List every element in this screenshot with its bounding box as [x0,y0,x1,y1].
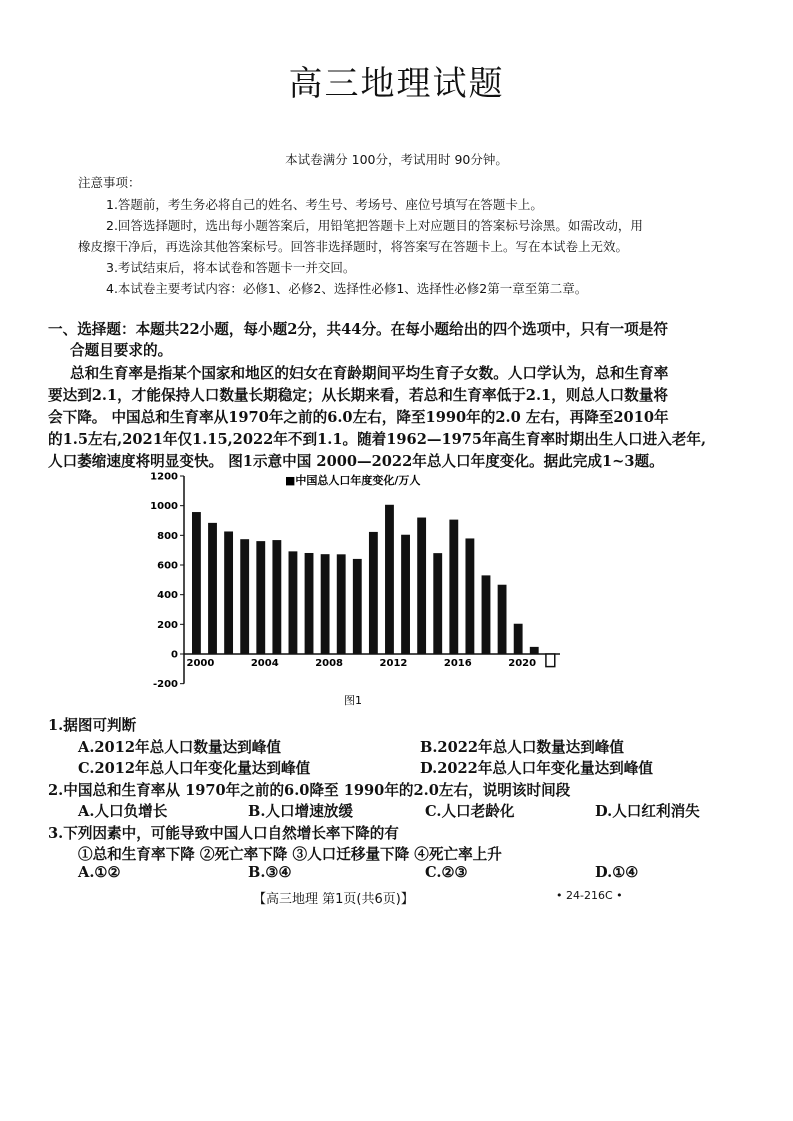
bar [514,624,523,654]
y-tick-label: 400 [157,590,178,602]
page-title: 高三地理试题 [288,64,505,104]
chart-title: ■中国总人口年度变化/万人 [285,474,421,487]
question-stem: 2.中国总和生育率从 1970年之前的6.0降至 1990年的2.0左右，说明该时间段 [48,782,571,799]
option-d: D.2022年总人口年变化量达到峰值 [420,760,653,777]
bar [240,539,249,654]
chart-bars [192,505,555,667]
x-tick-label: 2016 [443,658,472,669]
bar [256,541,265,654]
bar [208,523,217,654]
bar [433,553,442,654]
paper-code: • 24-216C • [556,889,623,902]
exam-info: 本试卷满分 100分，考试用时 90分钟。 [285,152,508,167]
bar [449,520,458,654]
notice-heading: 注意事项： [78,175,141,190]
y-tick-label: 600 [157,560,178,572]
population-change-chart [140,466,580,711]
passage-line: 的1.5左右,2021年仅1.15,2022年不到1.1。随着1962—1975年高生育率时期出生人口进入老年, [48,431,707,448]
option-b: B.2022年总人口数量达到峰值 [420,739,624,756]
notice-item: 1.答题前，考生务必将自己的姓名、考生号、考场号、座位号填写在答题卡上。 [106,197,543,212]
y-tick-label: 1000 [150,501,178,513]
section-heading-cont: 合题目要求的。 [70,342,173,359]
passage-line: 人口萎缩速度将明显变快。 图1示意中国 2000—2022年总人口年度变化。据此完成1~3题。 [48,453,664,470]
bar [192,512,201,654]
y-tick-label: -200 [152,679,178,691]
option-d: D.①④ [595,864,639,881]
option-a: A.人口负增长 [78,803,168,820]
bar [417,518,426,654]
bar [546,654,555,667]
x-tick-label: 2000 [186,658,215,669]
y-tick-label: 0 [171,649,178,661]
x-tick-label: 2012 [379,658,408,669]
bar [353,559,362,654]
factor-list: ①总和生育率下降 ②死亡率下降 ③人口迁移量下降 ④死亡率上升 [78,846,502,863]
notice-item: 4.本试卷主要考试内容：必修1、必修2、选择性必修1、选择性必修2第一章至第二章。 [106,281,588,296]
option-c: C.2012年总人口年变化量达到峰值 [78,760,311,777]
bar [305,553,314,654]
option-d: D.人口红利消失 [595,803,700,820]
option-a: A.2012年总人口数量达到峰值 [78,739,281,756]
question-stem: 3.下列因素中，可能导致中国人口自然增长率下降的有 [48,825,399,842]
bar [465,538,474,654]
passage-line: 会下降。 中国总和生育率从1970年之前的6.0左右，降至1990年的2.0 左右，再降至2010年 [48,409,669,426]
bar [321,554,330,654]
page-footer: 【高三地理 第1页(共6页)】 [253,892,414,907]
option-b: B.人口增速放缓 [248,803,353,820]
bar [272,540,281,654]
section-heading: 一、选择题：本题共22小题，每小题2分，共44分。在每小题给出的四个选项中，只有一项是符 [48,321,668,338]
x-tick-label: 2020 [508,658,537,669]
bar [385,505,394,654]
y-tick-label: 800 [157,530,178,542]
x-tick-label: 2004 [250,658,279,669]
bar [337,554,346,654]
bar [369,532,378,654]
option-a: A.①② [78,864,121,881]
y-tick-label: 200 [157,619,178,631]
passage-line: 总和生育率是指某个国家和地区的妇女在育龄期间平均生育子女数。人口学认为，总和生育率 [70,365,669,382]
question-stem: 1.据图可判断 [48,717,137,734]
bar [482,575,491,654]
bar [530,647,539,654]
notice-item: 橡皮擦干净后，再选涂其他答案标号。回答非选择题时，将答案写在答题卡上。写在本试卷上无效。 [78,239,629,254]
option-b: B.③④ [248,864,292,881]
bar [224,531,233,654]
bar [498,585,507,654]
notice-item: 2.回答选择题时，选出每小题答案后，用铅笔把答题卡上对应题目的答案标号涂黑。如需改动，用 [106,218,643,233]
bar [401,535,410,654]
x-tick-label: 2008 [315,658,344,669]
passage-line: 要达到2.1，才能保持人口数量长期稳定；从长期来看，若总和生育率低于2.1，则总人口数量将 [48,387,668,404]
option-c: C.人口老龄化 [425,803,515,820]
bar [289,551,298,654]
y-tick-label: 1200 [150,471,178,483]
notice-item: 3.考试结束后，将本试卷和答题卡一并交回。 [106,260,356,275]
option-c: C.②③ [425,864,468,881]
chart-caption: 图1 [344,694,362,707]
